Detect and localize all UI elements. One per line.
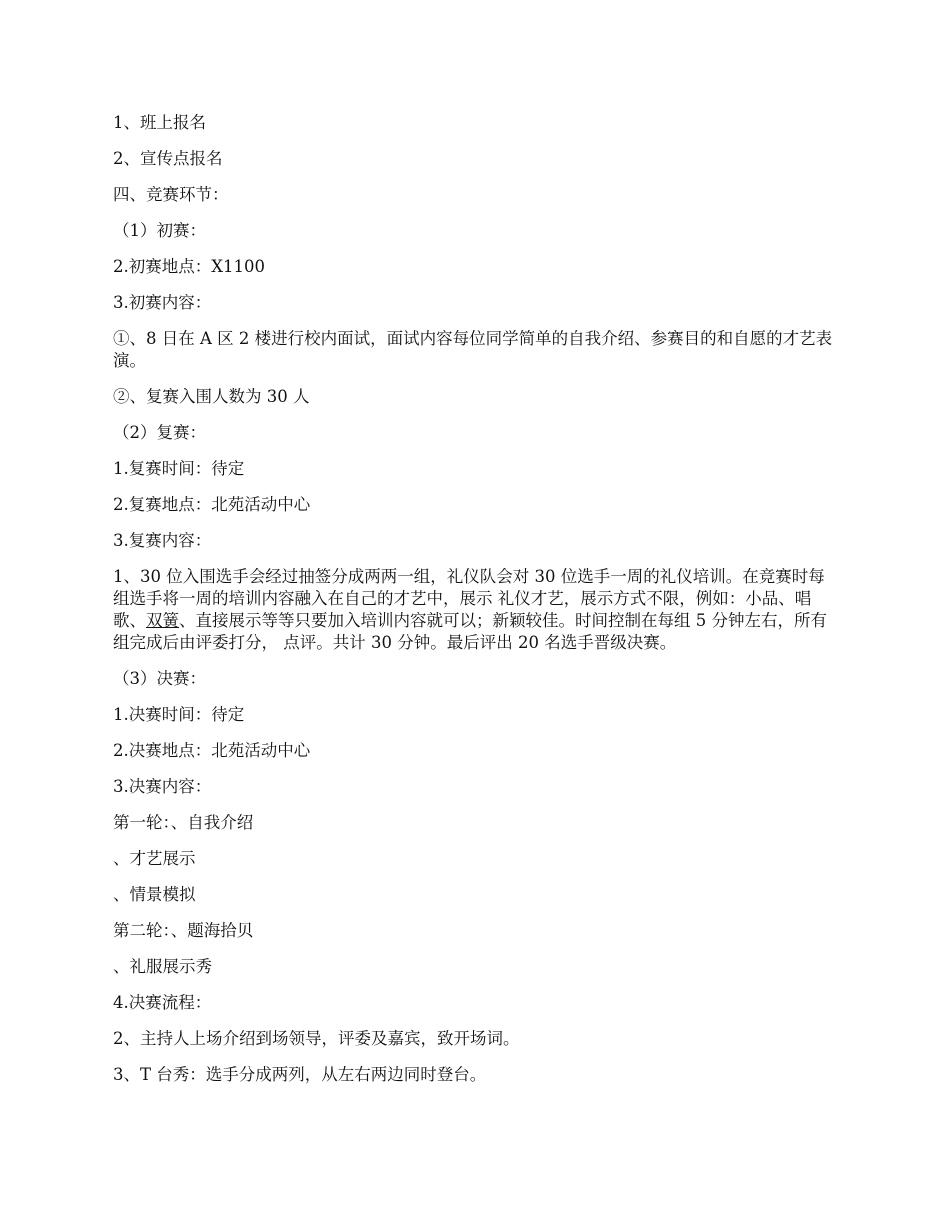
paragraph-preliminary-interview: ①、8 日在 A 区 2 楼进行校内面试，面试内容每位同学简单的自我介绍、参赛目的和自愿的才艺表演。	[113, 329, 833, 370]
paragraph-semifinal-count: ②、复赛入围人数为 30 人	[113, 387, 310, 406]
paragraph-scenario-simulation: 、情景模拟	[113, 885, 196, 904]
heading-preliminary: （1）初赛：	[113, 221, 206, 240]
heading-final: （3）决赛：	[113, 669, 206, 688]
paragraph-final-content-label: 3.决赛内容：	[113, 777, 212, 796]
heading-competition-stages: 四、竞赛环节：	[113, 185, 229, 204]
paragraph-host-intro: 2、主持人上场介绍到场领导，评委及嘉宾，致开场词。	[113, 1029, 520, 1048]
paragraph-booth-registration: 2、宣传点报名	[113, 149, 223, 168]
paragraph-preliminary-content-label: 3.初赛内容：	[113, 293, 212, 312]
paragraph-semifinal-time: 1.复赛时间：待定	[113, 459, 245, 478]
paragraph-semifinal-content-label: 3.复赛内容：	[113, 531, 212, 550]
paragraph-gown-show: 、礼服展示秀	[113, 957, 212, 976]
document-body	[113, 112, 838, 1100]
paragraph-semifinal-details	[113, 566, 838, 654]
paragraph-round-two: 第二轮：、题海拾贝	[113, 921, 254, 940]
semifinal-details-part2: 、直接展示等等只要加入培训内容就可以；新颖较佳。时间控制在每组 5 分钟左右，所有组完成后由评委打分， 点评。共计 30 分钟。最后评出 20 名选手晋级决赛。	[113, 611, 827, 652]
semifinal-details-underlined: 双簧	[146, 611, 179, 630]
paragraph-final-location: 2.决赛地点：北苑活动中心	[113, 741, 311, 760]
paragraph-round-one: 第一轮：、自我介绍	[113, 813, 254, 832]
paragraph-talent-show: 、才艺展示	[113, 849, 196, 868]
semifinal-details-part1: 1、30 位入围选手会经过抽签分成两两一组，礼仪队会对 30 位选手一周的礼仪培训。在竞赛时每组选手将一周的培训内容融入在自己的才艺中，展示 礼仪才艺，展示方式不限，例如：小品、唱歌、	[113, 567, 825, 630]
paragraph-semifinal-location: 2.复赛地点：北苑活动中心	[113, 495, 311, 514]
paragraph-class-registration: 1、班上报名	[113, 113, 206, 132]
paragraph-final-time: 1.决赛时间：待定	[113, 705, 245, 724]
paragraph-preliminary-location: 2.初赛地点：X1100	[113, 257, 265, 276]
paragraph-runway-show: 3、T 台秀：选手分成两列，从左右两边同时登台。	[113, 1065, 487, 1084]
heading-semifinal: （2）复赛：	[113, 423, 206, 442]
paragraph-final-process-label: 4.决赛流程：	[113, 993, 212, 1012]
